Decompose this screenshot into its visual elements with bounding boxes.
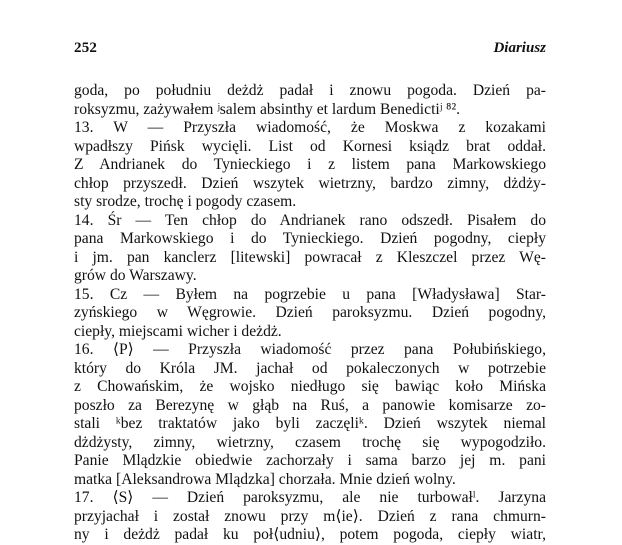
text-line: 14. Śr — Ten chłop do Andrianek rano odszedł. Pisałem do <box>74 211 546 229</box>
text-line: wpadłszy Pińsk wycięli. List od Kornesi ksiądz brat oddał. <box>74 137 546 155</box>
text-line: i jm. pan kanclerz [litewski] powracał z Kleszczel przez Wę- <box>74 248 546 266</box>
text-line: poszło za Berezynę w głąb na Ruś, a panowie komisarze zo- <box>74 396 546 414</box>
text-line: zyńskiego w Węgrowie. Dzień paroksyzmu. Dzień pogodny, <box>74 304 546 321</box>
text-line: ciepły, miejscami wicher i deżdż. <box>74 322 282 340</box>
text-line: Z Andrianek do Tynieckiego i z listem pana Markowskiego <box>74 156 546 173</box>
text-line: który do Króla JM. jachał od pokaleczonych w potrzebie <box>74 359 546 377</box>
text-line: 17. ⟨S⟩ — Dzień paroksyzmu, ale nie turbowałˡ. Jarzyna <box>74 489 546 506</box>
running-title: Diariusz <box>493 40 546 56</box>
text-line: sty srodze, trochę i pogody czasem. <box>74 193 297 210</box>
text-line: 13. W — Przyszła wiadomość, że Moskwa z kozakami <box>74 119 546 136</box>
text-line: przyjachał i został znowu przy m⟨ie⟩. Dzień z rana chmurn- <box>74 507 546 525</box>
page-number: 252 <box>74 40 98 56</box>
text-line: chłop przyszedł. Dzień wszytek wietrzny, bardzo zimny, dżdży- <box>74 174 546 192</box>
text-line: stali ᵏbez traktatów jako byli zaczęliᵏ. Dzień wszytek niemal <box>74 415 546 432</box>
text-line: goda, po południu deżdż padał i znowu pogoda. Dzień pa- <box>74 82 546 99</box>
text-line: dżdżysty, zimny, wietrzny, czasem trochę się wypogodziło. <box>74 433 546 451</box>
text-line: pana Markowskiego i do Tynieckiego. Dzień pogodny, ciepły <box>74 230 546 247</box>
text-line: 16. ⟨P⟩ — Przyszła wiadomość przez pana Połubińskiego, <box>74 341 546 358</box>
body-text <box>74 82 546 545</box>
text-line: roksyzmu, zażywałem ʲsalem absinthy et lardum Benedictiʲ ⁸². <box>74 100 461 118</box>
page-header <box>74 40 546 62</box>
text-line: ny i deżdż padał ku poł⟨udniu⟩, potem pogoda, ciepły wiatr, <box>74 526 546 543</box>
text-line: matka [Aleksandrowa Mlądzka] chorzała. Mnie dzień wolny. <box>74 470 456 488</box>
text-line: Panie Mlądzkie obiedwie zachorzały i sama barzo jej m. pani <box>74 452 546 469</box>
text-line: grów do Warszawy. <box>74 267 197 284</box>
text-line: 15. Cz — Byłem na pogrzebie u pana [Władysława] Star- <box>74 285 546 303</box>
text-line: z Chowańskim, że wojsko niedługo się bawiąc koło Mińska <box>74 378 546 395</box>
